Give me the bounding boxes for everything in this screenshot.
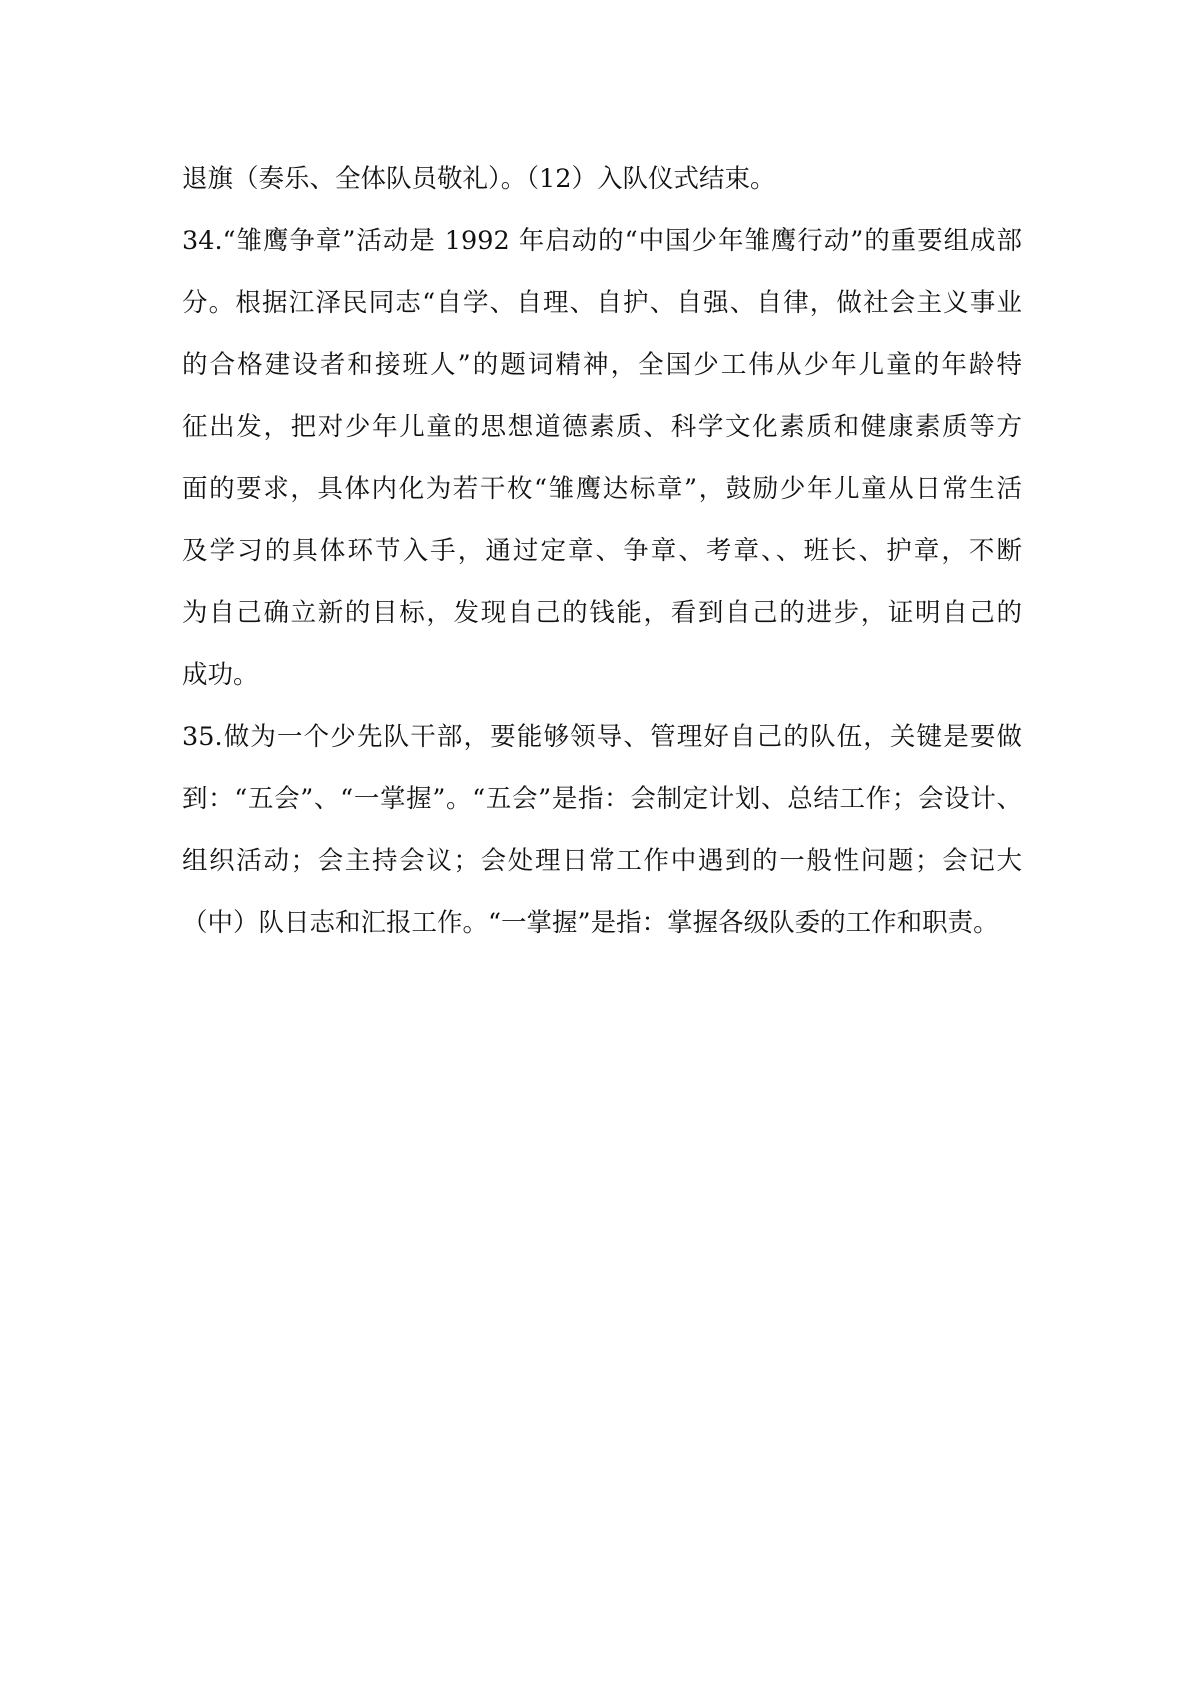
- text-line: 35.做为一个少先队干部，要能够领导、管理好自己的队伍，关键是要做: [182, 722, 1022, 752]
- text-line: 到：“五会”、“一掌握”。“五会”是指：会制定计划、总结工作；会设计、: [182, 784, 1022, 814]
- text-line: 及学习的具体环节入手，通过定章、争章、考章、、班长、护章，不断: [182, 536, 1022, 566]
- text-line: 分。根据江泽民同志“自学、自理、自护、自强、自律，做社会主义事业: [182, 288, 1022, 318]
- text-line: 的合格建设者和接班人”的题词精神，全国少工伟从少年儿童的年龄特: [182, 350, 1022, 380]
- body-text: [182, 148, 1022, 954]
- text-line: 退旗（奏乐、全体队员敬礼）。（12）入队仪式结束。: [182, 164, 776, 194]
- text-line: 组织活动；会主持会议；会处理日常工作中遇到的一般性问题；会记大: [182, 846, 1022, 876]
- text-line: （中）队日志和汇报工作。“一掌握”是指：掌握各级队委的工作和职责。: [182, 908, 999, 938]
- text-line: 征出发，把对少年儿童的思想道德素质、科学文化素质和健康素质等方: [182, 412, 1022, 442]
- text-line: 面的要求，具体内化为若干枚“雏鹰达标章”，鼓励少年儿童从日常生活: [182, 474, 1022, 504]
- text-line: 34.“雏鹰争章”活动是 1992 年启动的“中国少年雏鹰行动”的重要组成部: [182, 226, 1022, 256]
- text-line: 成功。: [182, 660, 259, 690]
- text-line: 为自己确立新的目标，发现自己的钱能，看到自己的进步，证明自己的: [182, 598, 1022, 628]
